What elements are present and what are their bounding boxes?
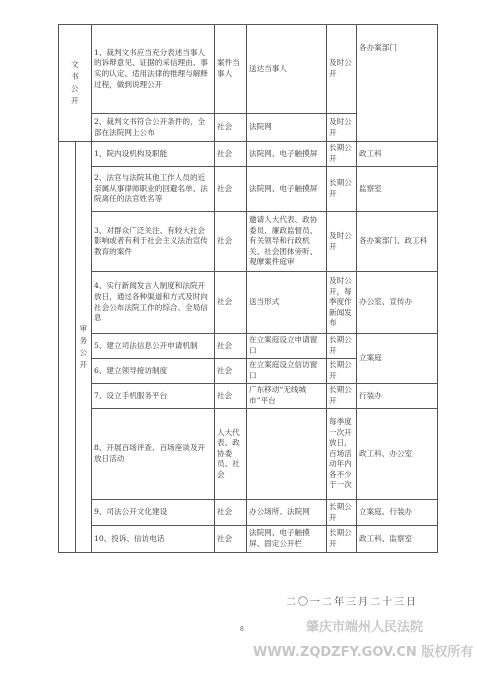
- table-row: [59, 409, 438, 500]
- row-object: 社会: [215, 359, 247, 384]
- row-dept: 行装办: [357, 384, 438, 409]
- watermark-website: WWW.ZQDZFY.GOV.CN 版权所有: [253, 645, 474, 660]
- row-method: 在立案庭设立信访窗口: [247, 359, 327, 384]
- row-object: 社会: [215, 142, 247, 167]
- table-row: [59, 212, 438, 272]
- section-label-shenwu: 审务公开: [76, 142, 92, 553]
- row-object: 社会: [215, 272, 247, 334]
- row-content: 9、司法公开文化建设: [92, 500, 215, 526]
- table-row: [59, 272, 438, 334]
- row-content: 6、建立领导接访制度: [92, 359, 215, 384]
- row-time: 及时公开: [327, 25, 357, 114]
- row-object: 人大代表、政协委员、社会: [215, 409, 247, 500]
- section-label-wenshu: 文书公开: [59, 25, 92, 142]
- row-content: 2、法官与法院其他工作人员的近亲属从事律师职业的回避名单、法院离任的法官姓名等: [92, 167, 215, 212]
- row-method: 在立案庭设立申请窗口: [247, 334, 327, 359]
- row-method: 送当形式: [247, 272, 327, 334]
- row-method: 送达当事人: [247, 25, 327, 114]
- row-method: 法院网: [247, 114, 327, 142]
- row-object: 社会: [215, 526, 247, 553]
- row-method: [247, 409, 327, 500]
- row-method: 广东移动“无线城市”平台: [247, 384, 327, 409]
- row-dept: 各办案部门: [357, 25, 438, 142]
- row-content: 10、投诉、信访电话: [92, 526, 215, 553]
- row-dept: 监察室: [357, 167, 438, 212]
- row-content: 5、建立司法信息公开申请机制: [92, 334, 215, 359]
- row-dept: 政工科、办公室: [357, 409, 438, 500]
- row-dept: 各办案部门、政工科: [357, 212, 438, 272]
- watermark-court-name: 肇庆市端州人民法院: [306, 620, 424, 635]
- row-content: 1、院内设机构及职能: [92, 142, 215, 167]
- row-time: 长期公开: [327, 384, 357, 409]
- row-method: 法院网、电子触摸屏: [247, 142, 327, 167]
- row-content: 4、实行新闻发言人制度和法院开放日，通过各种渠道和方式及时向社会公布法院工作的综合、全局信息: [92, 272, 215, 334]
- table-row: [59, 334, 438, 359]
- table-row: [59, 167, 438, 212]
- disclosure-table: [58, 24, 438, 553]
- row-method: 邀请人大代表、政协委员、廉政监督员、有关领导和行政机关、社会团体旁听、观摩案件庭审: [247, 212, 327, 272]
- row-time: 每季度一次开放日，百场活动年内各不少于一次: [327, 409, 357, 500]
- row-time: 长期公开: [327, 334, 357, 359]
- page-number: 8: [240, 626, 244, 633]
- row-object: 案件当事人: [215, 25, 247, 114]
- table-row: [59, 526, 438, 553]
- row-method: 办公场所、法院网: [247, 500, 327, 526]
- row-object: 社会: [215, 334, 247, 359]
- row-content: 3、对群众广泛关注、有较大社会影响或者有利于社会主义法治宣传教育的案件: [92, 212, 215, 272]
- table-row: [59, 384, 438, 409]
- row-content: 7、设立手机服务平台: [92, 384, 215, 409]
- row-time: 及时公开: [327, 212, 357, 272]
- row-dept: 立案庭、行装办: [357, 500, 438, 526]
- row-content: 1、裁判文书应当充分表述当事人的诉辩意见、证据的采信理由、事实的认定、适用法律的推理与解释过程，做到说理公开: [92, 25, 215, 114]
- document-date: 二〇一二年三月二十三日: [286, 597, 418, 608]
- row-object: 社会: [215, 212, 247, 272]
- table-row: [59, 25, 438, 114]
- row-time: 长期公开: [327, 500, 357, 526]
- row-object: 社会: [215, 114, 247, 142]
- row-time: 长期公开: [327, 142, 357, 167]
- row-object: 社会: [215, 384, 247, 409]
- row-object: 社会: [215, 500, 247, 526]
- table-row: [59, 142, 438, 167]
- row-time: 长期公开: [327, 167, 357, 212]
- row-time: 及时公开: [327, 114, 357, 142]
- row-dept: 政工科: [357, 142, 438, 167]
- row-time: 及时公开，每季度作新闻发布: [327, 272, 357, 334]
- row-dept: 立案庭: [357, 334, 438, 384]
- row-method: 法院网、电子触摸屏: [247, 167, 327, 212]
- row-time: 长期公开: [327, 359, 357, 384]
- row-content: 8、开展百场评查、百场座谈及开放日活动: [92, 409, 215, 500]
- section-spacer: [59, 142, 76, 553]
- row-dept: 政工科、监察室: [357, 526, 438, 553]
- row-method: 法院网、电子触摸屏、固定公开栏: [247, 526, 327, 553]
- row-time: 长期公开: [327, 526, 357, 553]
- table-row: [59, 500, 438, 526]
- row-object: 社会: [215, 167, 247, 212]
- row-content: 2、裁判文书符合公开条件的，全部在法院网上公布: [92, 114, 215, 142]
- row-dept: 办公室、宣传办: [357, 272, 438, 334]
